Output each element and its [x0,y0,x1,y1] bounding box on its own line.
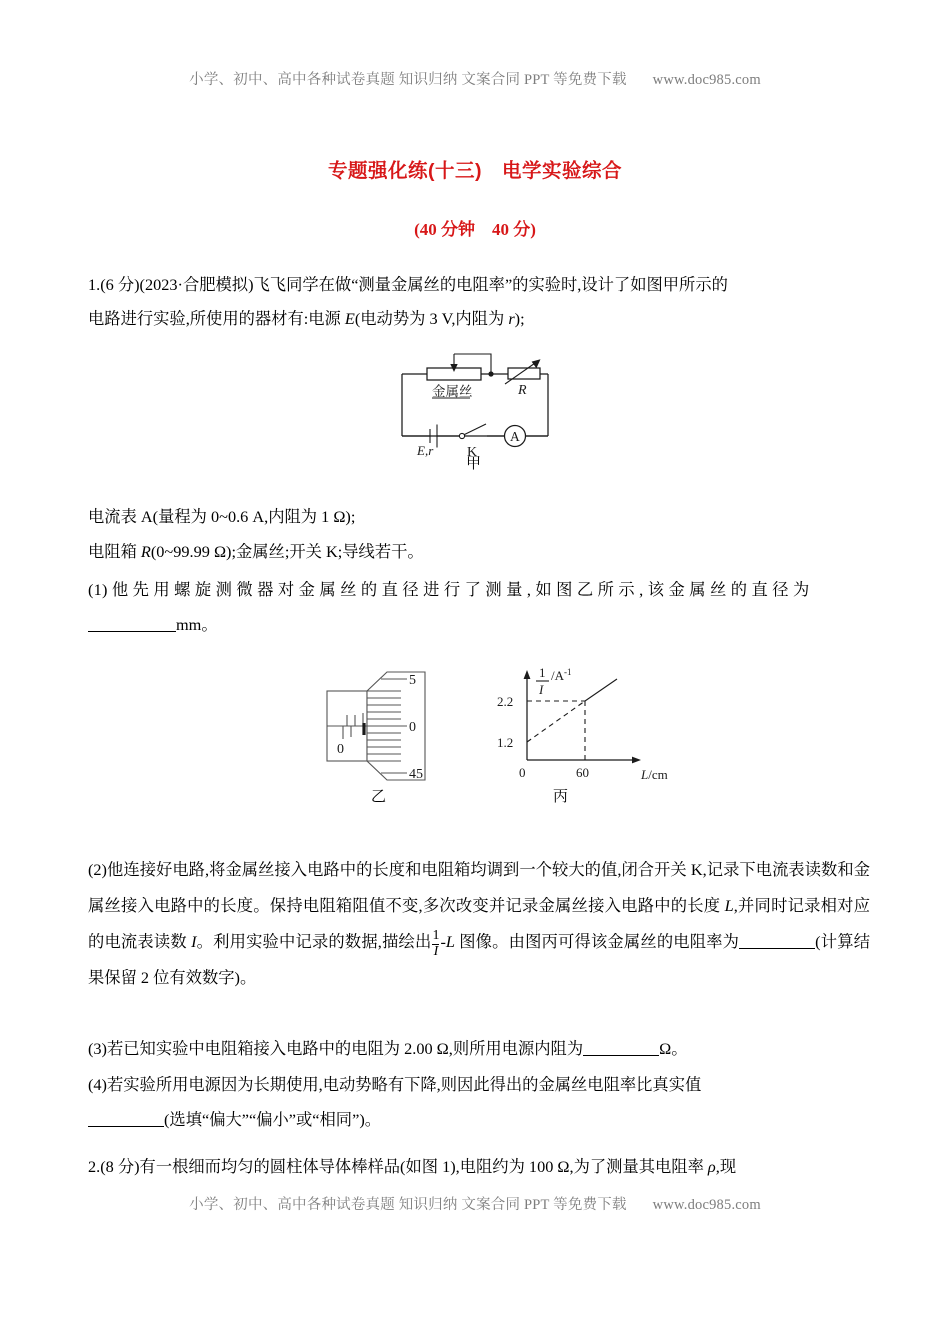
origin-label: 0 [519,765,526,780]
q1-part1-text: (1) 他 先 用 螺 旋 测 微 器 对 金 属 丝 的 直 径 进 行 了 测 量 , 如 图 乙 所 示 , 该 金 属 丝 的 直 径 为 [88,580,810,599]
answer-blank-4[interactable] [88,1126,164,1127]
svg-text:金属丝: 金属丝 [432,384,473,399]
svg-text:I: I [539,682,544,697]
q1-line1-text: 1.(6 分)(2023·合肥模拟)飞飞同学在做“测量金属丝的电阻率”的实验时,设计了如图甲所示的 [88,275,728,294]
q1-line4-a: 电阻箱 [88,542,141,561]
thimble-bottom-value: 45 [409,767,423,782]
svg-text:1: 1 [539,665,546,680]
page-subtitle: (40 分钟 40 分) [414,220,536,239]
q1-symbol-R: R [140,542,151,561]
q1-symbol-L: L [724,896,734,915]
svg-text:E,r: E,r [417,443,434,458]
q1-part1-unit: mm。 [176,615,218,634]
svg-text:L/cm: L/cm [641,767,668,782]
q1-line2-a: 电路进行实验,所使用的器材有:电源 [88,309,345,328]
q1-part2-a: (2)他连接好电路,将金属丝接入电路中的长度和电阻箱均调到一个较大的值,闭合开关 K,记录下电流表读数和金属丝接入电路中的长度。保持电阻箱阻值不变,多次改变并记录金属丝接入电路中的长度 [88,860,870,915]
xtick-60: 60 [576,765,589,780]
q1-line3 [88,500,870,534]
q1-part2-e: 图像。由图丙可得该金属丝的电阻率为 [454,932,740,951]
watermark-text-footer: 小学、初中、高中各种试卷真题 知识归纳 文案合同 PPT 等免费下载 [189,1197,627,1213]
q1-part4-b: (选填“偏大”“偏小”或“相同”)。 [164,1110,382,1129]
q1-part2-block1 [88,852,870,996]
q2-line1-a: 2.(8 分)有一根细而均匀的圆柱体导体棒样品(如图 1),电阻约为 100 Ω,为了测量其电阻率 [88,1157,708,1176]
figure-bing-chart [495,660,695,785]
svg-text:A: A [510,429,520,444]
q1-part3 [88,1032,870,1066]
q1-symbol-E: E [344,309,355,328]
q2-line1-b: ,现 [715,1157,737,1176]
q1-symbol-r: r [508,309,515,328]
svg-text:0: 0 [337,742,344,757]
q1-line2 [88,302,870,336]
q1-line2-b: (电动势为 3 V,内阻为 [354,309,509,328]
answer-blank-1[interactable] [88,631,176,632]
q1-symbol-L2: L [445,932,455,951]
watermark-url-footer: www.doc985.com [652,1197,761,1213]
answer-blank-3[interactable] [583,1055,659,1056]
figure-yi-micrometer [325,663,445,788]
q2-symbol-rho: ρ [707,1157,716,1176]
q1-part4-line2 [88,1103,870,1137]
ytick-2-2: 2.2 [497,694,514,709]
q1-part2-d: - [440,932,446,951]
q2-line1 [88,1150,870,1184]
svg-text:K: K [467,445,478,460]
svg-text:/A-1: $/A^{-1}$ [551,667,572,683]
q1-part1-line2 [88,608,870,642]
thimble-mid-value: 0 [409,720,416,735]
figure-jia-label: 甲 [466,456,482,472]
q1-symbol-I: I [191,932,197,951]
q1-part1-line1 [88,573,870,607]
figure-yi-label: 乙 [371,789,387,805]
q1-line3-text: 电流表 A(量程为 0~0.6 A,内阻为 1 Ω); [88,507,356,526]
answer-blank-2[interactable] [739,948,815,949]
figure-jia-circuit [388,352,588,460]
ytick-1-2: 1.2 [497,735,514,750]
q1-part2-b: ,并同时记录相对应的电流表读数 [88,896,870,951]
fraction-one-over-I: $\frac{1}{I}$ [432,928,440,959]
q1-line2-c: ); [514,309,525,328]
figure-bing-label: 丙 [553,789,569,805]
q1-line4 [88,535,870,569]
thimble-top-value: 5 [409,673,416,688]
q1-part4-a: (4)若实验所用电源因为长期使用,电动势略有下降,则因此得出的金属丝电阻率比真实值 [88,1075,702,1094]
q1-part2-c: 。利用实验中记录的数据,描绘出 [196,932,432,951]
q1-part2-f: (计算结果保留 2 位有效数字)。 [88,932,870,987]
q1-line1 [88,268,870,302]
page-title: 专题强化练(十三) 电学实验综合 [328,160,622,182]
watermark-text: 小学、初中、高中各种试卷真题 知识归纳 文案合同 PPT 等免费下载 [189,72,627,88]
watermark-header [0,68,950,89]
watermark-footer [0,1193,950,1214]
q1-part3-b: Ω。 [659,1039,688,1058]
svg-text:R: R [518,383,527,398]
q1-line4-b: (0~99.99 Ω);金属丝;开关 K;导线若干。 [150,542,424,561]
watermark-url: www.doc985.com [652,72,761,88]
q1-part3-a: (3)若已知实验中电阻箱接入电路中的电阻为 2.00 Ω,则所用电源内阻为 [88,1039,584,1058]
q1-part4-line1 [88,1068,870,1102]
